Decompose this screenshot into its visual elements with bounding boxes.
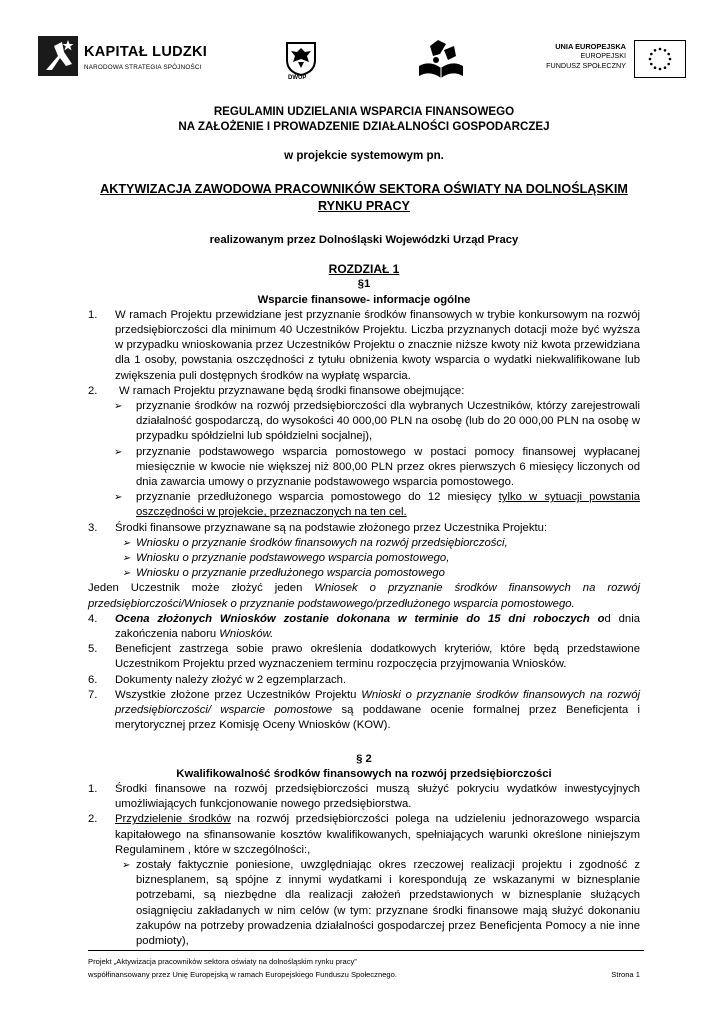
project-name-line1: AKTYWIZACJA ZAWODOWA PRACOWNIKÓW SEKTORA OŚWIATY NA DOLNOŚLĄSKIM bbox=[100, 182, 628, 196]
s1-item-6 bbox=[88, 673, 640, 688]
s1-item-7-text-end: są poddawane ocenie formalnej przez Beneficjenta i merytorycznej przez Komisję Oceny Wniosków (KOW). bbox=[115, 704, 641, 732]
s1-item-3-text: Środki finansowe przyznawane są na podstawie złożonego przez Uczestnika Projektu: bbox=[115, 521, 548, 534]
eu-logo bbox=[540, 40, 685, 84]
arrow-bullet-icon: ➢ bbox=[122, 537, 131, 549]
eu-line3: FUNDUSZ SPOŁECZNY bbox=[546, 60, 626, 70]
footer-line2: współfinansowany przez Unię Europejską w ramach Europejskiego Funduszu Społecznego. bbox=[88, 969, 397, 979]
s1-item-2-bullet-3-text: przyznanie przedłużonego wsparcia pomostowego do 12 miesięcy bbox=[136, 491, 499, 504]
section2-mark: § 2 bbox=[356, 752, 372, 765]
eu-line1: UNIA EUROPEJSKA bbox=[555, 42, 626, 51]
s1-item-3-note-italic: Wniosek o przyznanie środków finansowych na rozwój przedsiębiorczości/Wniosek o przyznanie podstawowego/przedłużonego wsparcia pomostowego. bbox=[88, 582, 640, 610]
s2-item-2-text: na rozwój przedsiębiorczości polega na udzieleniu jednorazowego wsparcia kapitałowego na sfinansowanie kosztów kwalifikowanych, spełniających warunki określone niniejszym Regulaminem , które w szczególności:, bbox=[115, 813, 640, 856]
s2-item-2-bullet-1-text: zostały faktycznie poniesione, uwzględniając okres rzeczowej realizacji projektu i zgodność z biznesplanem, są spójne z innymi wydatkami i korespondują ze wskazanymi w biznesplanie potrzebami, są niezbędne dla realizacji założeń przedstawionych w biznesplanie służących osiągnięciu zakładanych w nim celów (w tym: przyznane środki finansowe mają służyć dokonaniu zakupów na potrzeby prowadzenia działalności gospodarczej przez Beneficjenta Pomocy a nie inne podmioty), bbox=[136, 858, 640, 947]
s1-item-3-note-text: Jeden Uczestnik może złożyć jeden bbox=[88, 582, 315, 595]
arrow-bullet-icon: ➢ bbox=[122, 568, 131, 580]
s1-item-5-num: 5. bbox=[88, 643, 98, 656]
page-number: Strona 1 bbox=[611, 969, 640, 979]
section1-heading: Wsparcie finansowe- informacje ogólne bbox=[257, 293, 471, 306]
footer-line1: Projekt „Aktywizacja pracowników sektora oświaty na dolnośląskim rynku pracy” bbox=[88, 957, 357, 966]
arrow-bullet-icon: ➢ bbox=[114, 492, 123, 504]
project-intro: w projekcie systemowym pn. bbox=[284, 149, 444, 162]
kapital-ludzki-icon bbox=[38, 36, 78, 76]
regulation-title-line1: REGULAMIN UDZIELANIA WSPARCIA FINANSOWEGO bbox=[213, 105, 515, 118]
s1-item-2-bullet-3 bbox=[88, 490, 640, 520]
s1-item-3-num: 3. bbox=[88, 521, 98, 534]
s1-item-1-text: W ramach Projektu przewidziane jest przyznanie środków finansowych w trybie konkursowym na rozwój przedsiębiorczości dla minimum 40 Uczestników Projektu. Liczba przyznanych dotacji może być wyższa w przypadku wnioskowania przez Uczestników Projektu o znacznie niższe kwoty niż kwota przewidziana dla 1 osoby, powstania oszczędności z tytułu obniżenia kwoty wsparcia o wydatki niekwalifikowane lub zwiększenia puli dostępnych środków na wypłatę wsparcia. bbox=[115, 308, 640, 382]
document-body bbox=[88, 104, 640, 949]
s1-item-4 bbox=[88, 612, 640, 642]
s1-item-2 bbox=[88, 384, 640, 399]
s1-item-3-bullet-1 bbox=[88, 536, 640, 551]
s2-item-1-text: Środki finansowe na rozwój przedsiębiorczości muszą służyć pokryciu wydatków inwestycyjnych umożliwiających funkcjonowanie nowego przedsiębiorstwa. bbox=[115, 782, 640, 811]
s1-item-4-text: d dnia zakończenia naboru bbox=[115, 612, 640, 641]
s2-item-2 bbox=[88, 812, 640, 858]
arrow-bullet-icon: ➢ bbox=[114, 446, 123, 458]
page-footer bbox=[88, 956, 644, 981]
s2-item-1 bbox=[88, 782, 640, 812]
s1-item-5-text: Beneficjent zastrzega sobie prawo określenia dodatkowych kryteriów, które będą przedstawione Uczestnikom Projektu przed wyznaczeniem terminu rozpoczęcia przyjmowania Wniosków. bbox=[115, 643, 640, 671]
s1-item-3-bullet-3 bbox=[88, 566, 640, 581]
s1-item-4-italic: Wniosków. bbox=[219, 628, 274, 641]
s1-item-7-num: 7. bbox=[88, 688, 98, 701]
eagle-shield-icon bbox=[283, 40, 319, 76]
project-name-line2: RYNKU PRACY bbox=[318, 199, 410, 213]
header-logos bbox=[0, 28, 725, 88]
s1-item-2-bullet-2-text: przyznanie podstawowego wsparcia pomostowego w postaci pomocy finansowej wypłacanej miesięcznie w kwocie nie większej niż 800,00 PLN przez okres pierwszych 6 miesięcy liczonych od dnia zawarcia umowy o przyznanie podstawowego wsparcia pomostowego. bbox=[136, 445, 640, 489]
s1-item-7-italic: Wnioski o przyznanie środków finansowych na rozwój przedsiębiorczości/ wsparcie pomostowe bbox=[115, 688, 640, 717]
s1-item-2-bullet-3-underlined: tylko w sytuacji powstania oszczędności w projekcie, przeznaczonych na ten cel. bbox=[136, 491, 640, 519]
s1-item-3-bullet-2 bbox=[88, 551, 640, 566]
arrow-bullet-icon: ➢ bbox=[114, 401, 123, 413]
arrow-bullet-icon: ➢ bbox=[122, 553, 131, 565]
s1-item-4-num: 4. bbox=[88, 612, 98, 625]
kapital-ludzki-title: KAPITAŁ LUDZKI bbox=[84, 44, 208, 60]
kapital-ludzki-subtitle: NARODOWA STRATEGIA SPÓJNOŚCI bbox=[84, 64, 202, 71]
s2-item-2-bullet-1 bbox=[88, 858, 640, 949]
s1-item-3-note bbox=[88, 581, 640, 611]
s1-item-7-text: Wszystkie złożone przez Uczestników Projektu bbox=[115, 688, 362, 701]
kapital-ludzki-logo bbox=[38, 36, 213, 76]
regulation-title-line2: NA ZAŁOŻENIE I PROWADZENIE DZIAŁALNOŚCI GOSPODARCZEJ bbox=[178, 120, 550, 133]
s1-item-3 bbox=[88, 521, 640, 536]
open-book-logo bbox=[416, 36, 466, 80]
section2-heading: Kwalifikowalność środków finansowych na rozwój przedsiębiorczości bbox=[176, 767, 552, 780]
s1-item-2-bullet-2 bbox=[88, 445, 640, 491]
dwup-label: DWUP bbox=[288, 75, 307, 81]
eu-flag-icon bbox=[634, 40, 686, 78]
dwup-logo bbox=[283, 40, 319, 84]
s2-item-2-num: 2. bbox=[88, 813, 98, 826]
realized-by: realizowanym przez Dolnośląski Wojewódzki Urząd Pracy bbox=[209, 234, 519, 246]
s2-item-2-underlined: Przydzielenie środków bbox=[115, 813, 231, 826]
s1-item-6-num: 6. bbox=[88, 673, 98, 686]
s1-item-4-bold: Ocena złożonych Wniosków zostanie dokonana w terminie do 15 dni roboczych o bbox=[115, 612, 605, 625]
s1-item-2-bullet-1-text: przyznanie środków na rozwój przedsiębiorczości dla wybranych Uczestników, którzy zarejestrowali działalność gospodarczą, do wysokości 40 000,00 PLN na osobę (lub do 20 000,00 PLN na osobę w przypadku spółdzielni lub spółdzielni socjalnej), bbox=[136, 400, 640, 443]
s1-item-6-text: Dokumenty należy złożyć w 2 egzemplarzach. bbox=[115, 673, 347, 686]
s2-item-1-num: 1. bbox=[88, 782, 98, 795]
s1-item-1-num: 1. bbox=[88, 308, 98, 321]
eu-line2: EUROPEJSKI bbox=[580, 51, 626, 61]
s1-item-2-num: 2. bbox=[88, 384, 98, 397]
section1-mark: §1 bbox=[357, 278, 371, 291]
s1-item-1 bbox=[88, 308, 640, 384]
s1-item-5 bbox=[88, 642, 640, 672]
footer-divider bbox=[88, 950, 644, 951]
open-book-icon bbox=[416, 36, 466, 80]
chapter-heading: ROZDZIAŁ 1 bbox=[328, 262, 400, 277]
eu-logo-text bbox=[540, 42, 626, 70]
s1-item-3-bullet-2-text: Wniosku o przyznanie podstawowego wsparcia pomostowego, bbox=[136, 552, 450, 565]
arrow-bullet-icon: ➢ bbox=[122, 859, 131, 871]
s1-item-3-bullet-1-text: Wniosku o przyznanie środków finansowych na rozwój przedsiębiorczości, bbox=[136, 536, 508, 549]
s1-item-2-text: W ramach Projektu przyznawane będą środki finansowe obejmujące: bbox=[119, 384, 465, 397]
s1-item-2-bullet-1 bbox=[88, 399, 640, 445]
s1-item-7 bbox=[88, 688, 640, 734]
s1-item-3-bullet-3-text: Wniosku o przyznanie przedłużonego wsparcia pomostowego bbox=[136, 567, 445, 580]
